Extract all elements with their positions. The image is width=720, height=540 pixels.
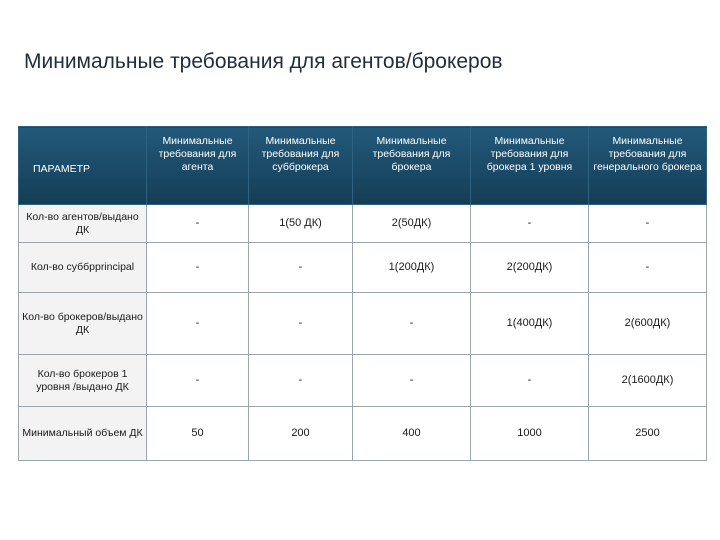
- table-row: [19, 355, 707, 407]
- row-label: Кол-во суббрprincipal: [19, 243, 147, 293]
- table-cell: 200: [249, 407, 353, 461]
- table-row: [19, 293, 707, 355]
- table-cell: -: [353, 293, 471, 355]
- column-header-subbroker: Минимальные требования для субброкера: [249, 127, 353, 205]
- table-cell: -: [471, 355, 589, 407]
- column-header-broker: Минимальные требования для брокера: [353, 127, 471, 205]
- table-cell: 2(1600ДК): [589, 355, 707, 407]
- row-label: Минимальный объем ДК: [19, 407, 147, 461]
- table-cell: -: [353, 355, 471, 407]
- table-cell: 2(50ДК): [353, 205, 471, 243]
- table-header-row: [19, 127, 707, 205]
- table-cell: -: [249, 293, 353, 355]
- table-cell: 50: [147, 407, 249, 461]
- row-label: Кол-во агентов/выдано ДК: [19, 205, 147, 243]
- table-cell: -: [249, 355, 353, 407]
- table-cell: -: [147, 243, 249, 293]
- table-row: [19, 407, 707, 461]
- row-label: Кол-во брокеров 1 уровня /выдано ДК: [19, 355, 147, 407]
- column-header-parameter: ПАРАМЕТР: [19, 127, 147, 205]
- table-cell: -: [589, 243, 707, 293]
- table-cell: 1(200ДК): [353, 243, 471, 293]
- page-title: Минимальные требования для агентов/брокеров: [24, 50, 503, 73]
- table-row: [19, 205, 707, 243]
- requirements-table: [18, 126, 707, 461]
- table-cell: -: [147, 355, 249, 407]
- table-cell: 400: [353, 407, 471, 461]
- table-cell: 2(600ДК): [589, 293, 707, 355]
- table-cell: -: [147, 293, 249, 355]
- table-cell: -: [147, 205, 249, 243]
- table-cell: 1(400ДК): [471, 293, 589, 355]
- column-header-broker-level-1: Минимальные требования для брокера 1 уровня: [471, 127, 589, 205]
- table-cell: -: [471, 205, 589, 243]
- column-header-agent: Минимальные требования для агента: [147, 127, 249, 205]
- table-cell: -: [589, 205, 707, 243]
- column-header-general-broker: Минимальные требования для генерального брокера: [589, 127, 707, 205]
- table-row: [19, 243, 707, 293]
- row-label: Кол-во брокеров/выдано ДК: [19, 293, 147, 355]
- table-cell: 2(200ДК): [471, 243, 589, 293]
- table-cell: -: [249, 243, 353, 293]
- table-cell: 1000: [471, 407, 589, 461]
- table-cell: 1(50 ДК): [249, 205, 353, 243]
- table-cell: 2500: [589, 407, 707, 461]
